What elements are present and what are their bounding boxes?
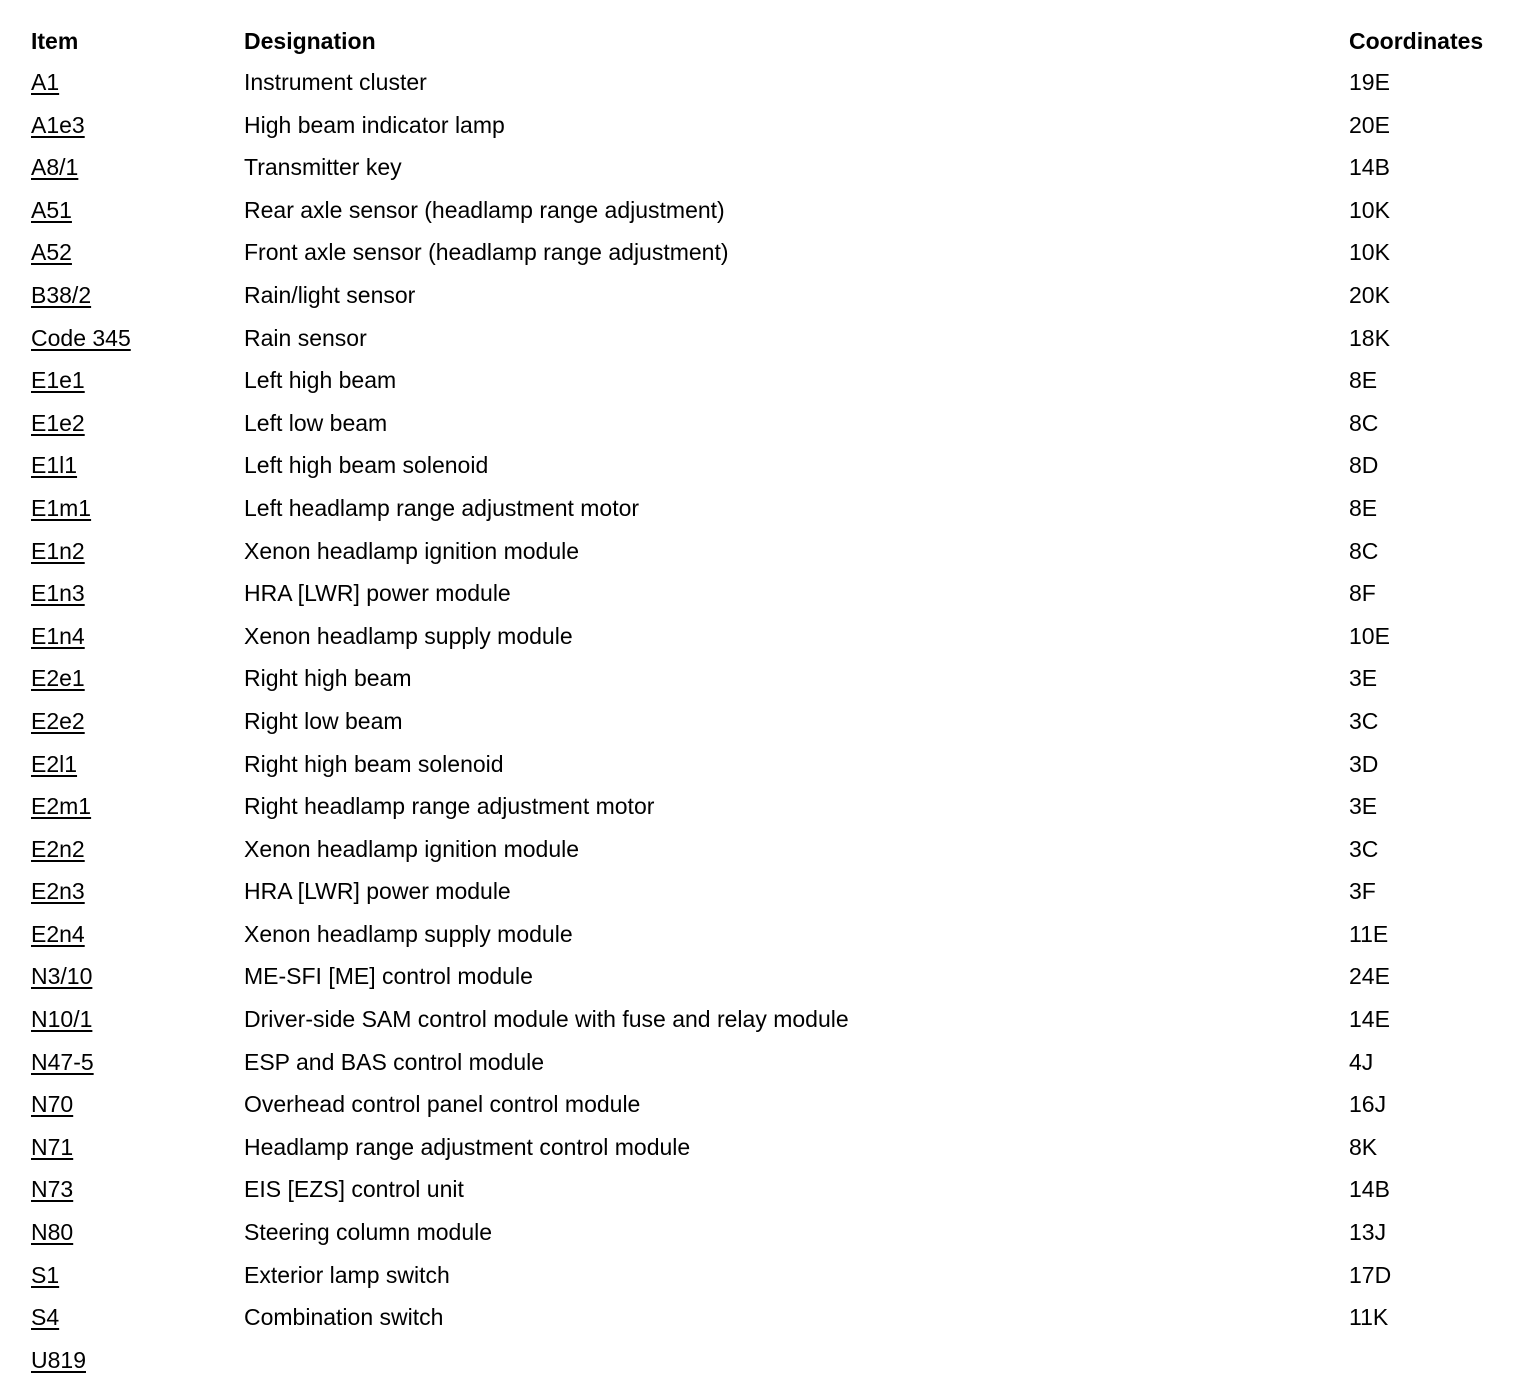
- designation-cell: Rear axle sensor (headlamp range adjustment): [244, 196, 725, 223]
- table-row: [0, 255, 1520, 308]
- coordinates-cell: 24E: [1349, 963, 1390, 990]
- coordinates-cell: 14B: [1349, 1176, 1390, 1203]
- designation-cell: Headlamp range adjustment control module: [244, 1133, 691, 1160]
- item-link[interactable]: A51: [31, 196, 72, 223]
- table-row: [0, 468, 1520, 521]
- table-row: [0, 127, 1520, 181]
- item-link[interactable]: S4: [31, 1304, 60, 1331]
- coordinates-cell: 4J: [1349, 1048, 1374, 1075]
- header-item: Item: [31, 28, 79, 54]
- table-row: [0, 85, 1520, 138]
- coordinates-cell: 10K: [1349, 196, 1390, 223]
- table-row: [0, 1022, 1520, 1075]
- table-row: [0, 894, 1520, 947]
- item-link[interactable]: N70: [31, 1091, 74, 1118]
- coordinates-cell: 10E: [1349, 622, 1390, 649]
- designation-cell: Left headlamp range adjustment motor: [244, 494, 640, 521]
- table-row: [0, 936, 1520, 990]
- table-header: [0, 0, 1520, 54]
- table-row: [0, 681, 1520, 734]
- designation-cell: HRA [LWR] power module: [244, 580, 511, 607]
- table-row: [0, 425, 1520, 479]
- table-row: [0, 1235, 1520, 1288]
- table-row: [0, 340, 1520, 394]
- header-designation: Designation: [244, 28, 376, 54]
- item-link[interactable]: E1e2: [31, 409, 85, 436]
- table-row: [0, 1192, 1520, 1246]
- item-link[interactable]: E2l1: [31, 750, 78, 777]
- designation-cell: Left low beam: [244, 409, 388, 436]
- designation-cell: Front axle sensor (headlamp range adjustment): [244, 239, 729, 266]
- designation-cell: ESP and BAS control module: [244, 1048, 545, 1075]
- header-coordinates: Coordinates: [1349, 28, 1484, 54]
- item-link[interactable]: E1m1: [31, 494, 92, 521]
- coordinates-cell: 3D: [1349, 750, 1379, 777]
- table-row: [0, 851, 1520, 905]
- table-row: [0, 42, 1520, 95]
- item-link[interactable]: E2n2: [31, 835, 85, 862]
- coordinates-cell: 8F: [1349, 580, 1376, 607]
- designation-cell: Rain/light sensor: [244, 281, 416, 308]
- coordinates-cell: 13J: [1349, 1219, 1387, 1246]
- table-row: [0, 724, 1520, 777]
- item-link[interactable]: Code 345: [31, 324, 131, 351]
- item-link[interactable]: E1n4: [31, 622, 85, 649]
- designation-cell: Exterior lamp switch: [244, 1261, 450, 1288]
- designation-cell: Left high beam solenoid: [244, 452, 489, 479]
- coordinates-cell: 3C: [1349, 707, 1379, 734]
- coordinates-cell: 8C: [1349, 537, 1379, 564]
- designation-cell: Right low beam: [244, 707, 403, 734]
- designation-cell: Driver-side SAM control module with fuse and relay module: [244, 1006, 849, 1033]
- table-row: [0, 638, 1520, 692]
- designation-cell: Right headlamp range adjustment motor: [244, 793, 655, 820]
- table-row: [0, 511, 1520, 564]
- item-link[interactable]: A8/1: [31, 154, 79, 181]
- item-link[interactable]: E1n2: [31, 537, 85, 564]
- designation-cell: Xenon headlamp supply module: [244, 622, 573, 649]
- table-row: [0, 1277, 1520, 1331]
- coordinates-cell: 18K: [1349, 324, 1390, 351]
- item-cell: [31, 1346, 86, 1374]
- designation-cell: Xenon headlamp ignition module: [244, 835, 580, 862]
- coordinates-cell: 11E: [1349, 920, 1389, 947]
- coordinates-cell: 14B: [1349, 154, 1390, 181]
- item-link[interactable]: E2m1: [31, 793, 92, 820]
- designation-cell: Xenon headlamp ignition module: [244, 537, 580, 564]
- coordinates-cell: 19E: [1349, 69, 1390, 95]
- table-row: [0, 1149, 1520, 1203]
- item-link[interactable]: A1e3: [31, 111, 85, 138]
- item-link[interactable]: N47-5: [31, 1048, 94, 1075]
- designation-cell: Combination switch: [244, 1304, 444, 1331]
- designation-cell: Instrument cluster: [244, 69, 427, 95]
- coordinates-cell: 8E: [1349, 494, 1378, 521]
- item-link[interactable]: E1l1: [31, 452, 78, 479]
- coordinates-cell: 3F: [1349, 878, 1376, 905]
- coordinates-cell: 8E: [1349, 367, 1378, 394]
- coordinates-cell: 8D: [1349, 452, 1379, 479]
- item-link[interactable]: B38/2: [31, 281, 92, 308]
- designation-cell: EIS [EZS] control unit: [244, 1176, 464, 1203]
- designation-cell: Steering column module: [244, 1219, 493, 1246]
- item-link[interactable]: A52: [31, 239, 72, 266]
- designation-cell: HRA [LWR] power module: [244, 878, 511, 905]
- item-link[interactable]: E2e2: [31, 707, 85, 734]
- coordinates-cell: 17D: [1349, 1261, 1392, 1288]
- coordinates-cell: 16J: [1349, 1091, 1387, 1118]
- item-link[interactable]: A1: [31, 69, 60, 95]
- coordinates-cell: 3C: [1349, 835, 1379, 862]
- table-row: [0, 298, 1520, 351]
- designation-cell: ME-SFI [ME] control module: [244, 963, 533, 990]
- item-link[interactable]: E2n3: [31, 878, 85, 905]
- coordinates-cell: 14E: [1349, 1006, 1390, 1033]
- item-link[interactable]: U819: [31, 1346, 86, 1373]
- table-row: [0, 766, 1520, 820]
- table-row: [0, 170, 1520, 223]
- item-link[interactable]: N73: [31, 1176, 74, 1203]
- designation-cell: Rain sensor: [244, 324, 367, 351]
- designation-cell: Right high beam: [244, 665, 412, 692]
- item-link[interactable]: E1e1: [31, 367, 85, 394]
- coordinates-cell: 8K: [1349, 1133, 1378, 1160]
- item-link[interactable]: N3/10: [31, 963, 93, 990]
- table-row: [0, 809, 1520, 862]
- item-link[interactable]: S1: [31, 1261, 60, 1288]
- coordinates-cell: 3E: [1349, 665, 1378, 692]
- coordinates-cell: 8C: [1349, 409, 1379, 436]
- designation-cell: Xenon headlamp supply module: [244, 920, 573, 947]
- designation-cell: Overhead control panel control module: [244, 1091, 641, 1118]
- coordinates-cell: 20K: [1349, 281, 1390, 308]
- item-link[interactable]: N80: [31, 1219, 74, 1246]
- item-link[interactable]: N10/1: [31, 1006, 93, 1033]
- designation-cell: Left high beam: [244, 367, 397, 394]
- table-row: [0, 596, 1520, 649]
- item-link[interactable]: E2n4: [31, 920, 85, 947]
- table-row: [0, 1320, 1520, 1373]
- table-row: [0, 1064, 1520, 1118]
- table-row: [0, 553, 1520, 607]
- table-row: [0, 979, 1520, 1033]
- item-link[interactable]: E1n3: [31, 580, 85, 607]
- table-row: [0, 212, 1520, 266]
- coordinates-cell: 10K: [1349, 239, 1390, 266]
- designation-cell: Transmitter key: [244, 154, 402, 181]
- coordinates-cell: 3E: [1349, 793, 1378, 820]
- designation-cell: Right high beam solenoid: [244, 750, 504, 777]
- table-body: [0, 42, 1520, 1373]
- coordinates-cell: 11K: [1349, 1304, 1389, 1331]
- item-link[interactable]: N71: [31, 1133, 74, 1160]
- table-row: [0, 383, 1520, 436]
- table-row: [0, 1107, 1520, 1160]
- coordinates-cell: 20E: [1349, 111, 1390, 138]
- item-link[interactable]: E2e1: [31, 665, 85, 692]
- designation-cell: High beam indicator lamp: [244, 111, 505, 138]
